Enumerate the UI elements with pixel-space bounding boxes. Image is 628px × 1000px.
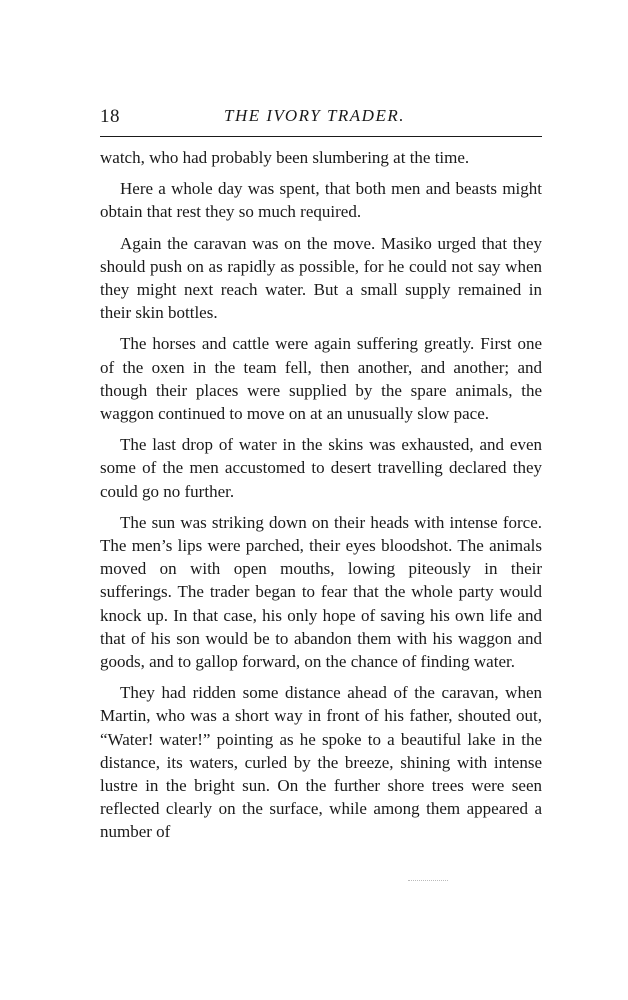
paragraph: The last drop of water in the skins was exhausted, and even some of the men accustomed to desert travelling declared they could go no further. xyxy=(100,435,542,501)
paragraph: watch, who had probably been slumbering at the time. xyxy=(100,148,470,167)
paragraph: They had ridden some distance ahead of the caravan, when Martin, who was a short way in front of his father, shouted out, “Water! water!” pointing as he spoke to a beautiful lake in the distance, its waters, curled by the breeze, shining with intense lustre in the bright sun. On the further shore trees were seen reflected clearly on the surface, while among them appeared a number of xyxy=(100,683,542,842)
paragraph: The sun was striking down on their heads with intense force. The men’s lips were parched, their eyes bloodshot. The animals moved on with open mouths, lowing piteously in their sufferings. The trader began to fear that the whole party would knock up. In that case, his only hope of saving his own life and that of his son would be to abandon them with his waggon and goods, and to gallop forward, on the chance of finding water. xyxy=(100,512,542,672)
body-text xyxy=(100,146,542,852)
paper-specks xyxy=(408,880,448,889)
page-number: 18 xyxy=(100,106,120,127)
paragraph: Again the caravan was on the move. Masiko urged that they should push on as rapidly as possible, for he could not say when they might next reach water. But a small supply remained in their skin bottles. xyxy=(100,233,542,323)
paragraph: The horses and cattle were again suffering greatly. First one of the oxen in the team fell, then another, and another; and though their places were supplied by the spare animals, the waggon continued to move on at an unusually slow pace. xyxy=(100,334,542,424)
paragraph: Here a whole day was spent, that both men and beasts might obtain that rest they so much required. xyxy=(100,179,542,222)
running-title: THE IVORY TRADER. xyxy=(224,106,405,125)
header-rule xyxy=(100,136,542,137)
page-header xyxy=(100,106,542,132)
